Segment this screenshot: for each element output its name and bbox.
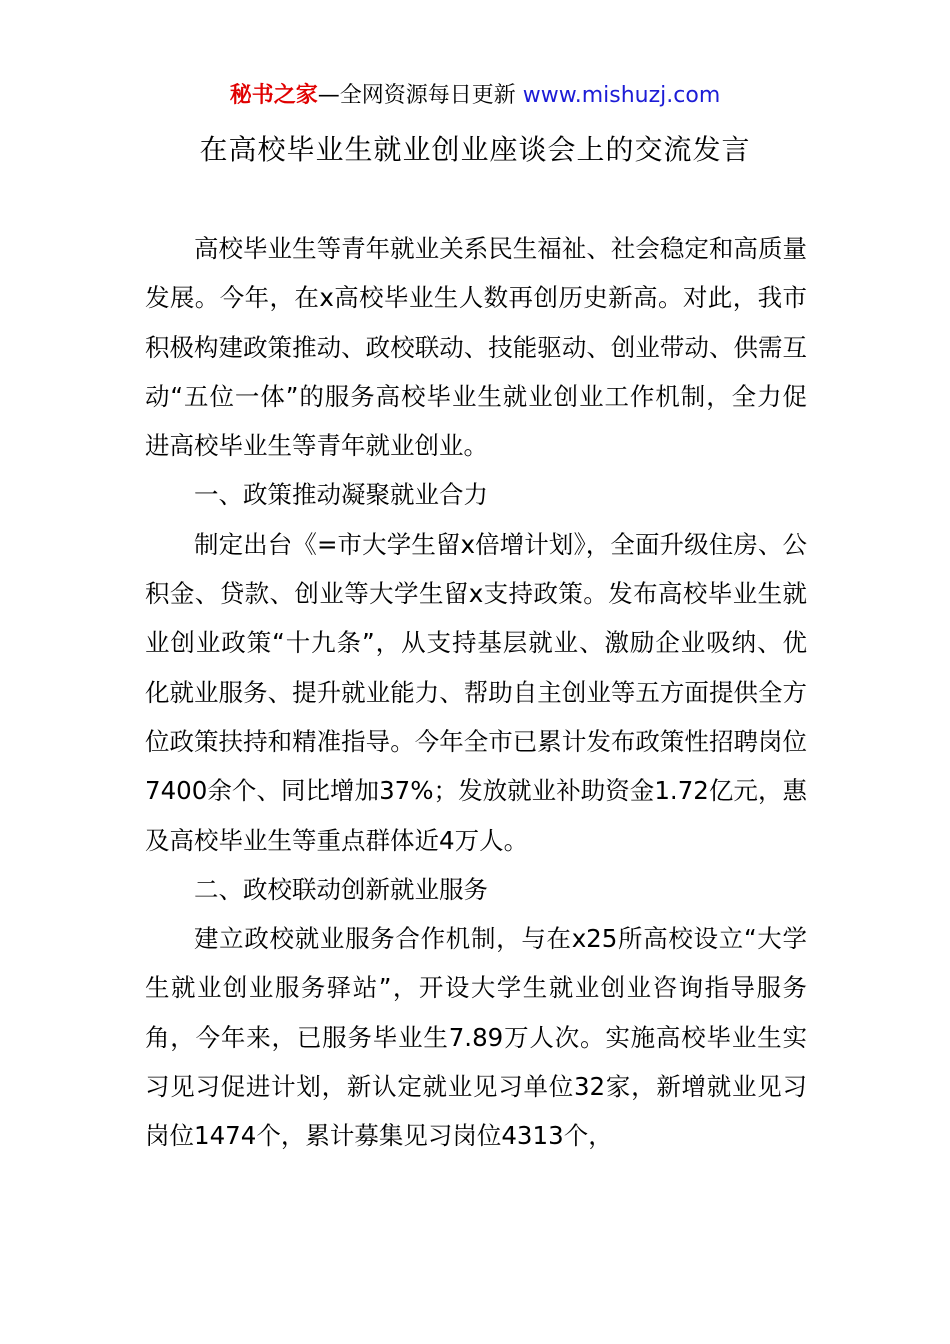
section-heading-policy: 一、政策推动凝聚就业合力 xyxy=(194,480,488,510)
document-body xyxy=(145,224,807,1161)
banner-brand: 秘书之家 xyxy=(229,83,318,108)
banner-url-link[interactable]: www.mishuzj.com xyxy=(522,83,721,108)
site-banner xyxy=(0,78,950,114)
intro-paragraph: 高校毕业生等青年就业关系民生福祉、社会稳定和高质量发展。今年，在x高校毕业生人数再创历史新高。对此，我市积极构建政策推动、政校联动、技能驱动、创业带动、供需互动“五位一体”的服务高校毕业生就业创业工作机制，全力促进高校毕业生等青年就业创业。 xyxy=(145,234,807,461)
banner-tagline: —全网资源每日更新 xyxy=(317,83,523,108)
document-title: 在高校毕业生就业创业座谈会上的交流发言 xyxy=(199,133,751,166)
section-heading-school-government: 二、政校联动创新就业服务 xyxy=(194,874,488,904)
section-paragraph-policy: 制定出台《=市大学生留x倍增计划》，全面升级住房、公积金、贷款、创业等大学生留x支持政策。发布高校毕业生就业创业政策“十九条”，从支持基层就业、激励企业吸纳、优化就业服务、提升就业能力、帮助自主创业等五方面提供全方位政策扶持和精准指导。今年全市已累计发布政策性招聘岗位7400余个、同比增加37%；发放就业补助资金1.72亿元，惠及高校毕业生等重点群体近4万人。 xyxy=(145,529,807,855)
section-paragraph-school-government: 建立政校就业服务合作机制，与在x25所高校设立“大学生就业创业服务驿站”，开设大学生就业创业咨询指导服务角，今年来，已服务毕业生7.89万人次。实施高校毕业生实习见习促进计划，新认定就业见习单位32家，新增就业见习岗位1474个，累计募集见习岗位4313个， xyxy=(145,924,807,1151)
